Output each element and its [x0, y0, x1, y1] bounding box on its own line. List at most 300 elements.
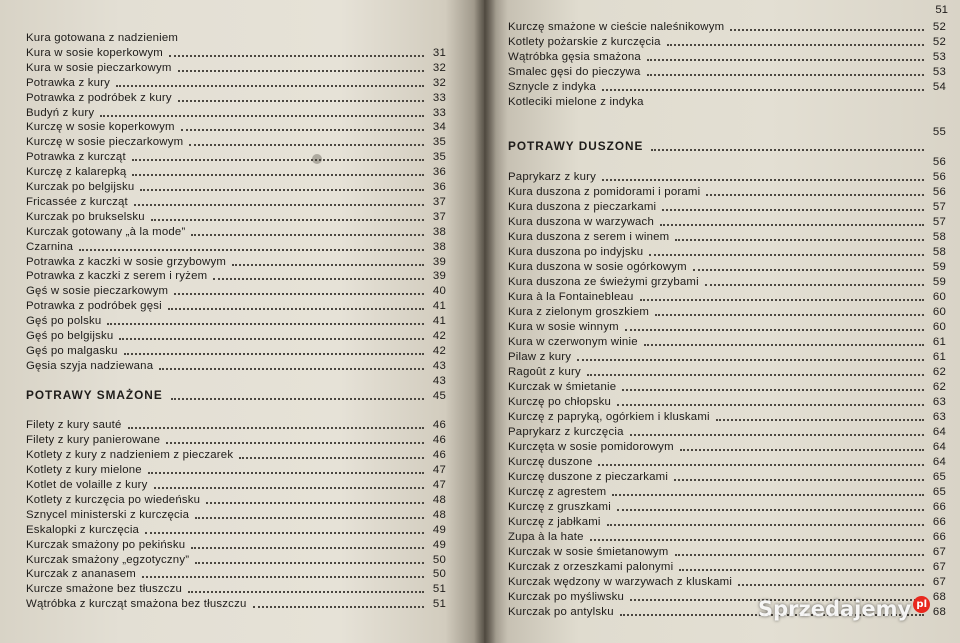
leader-dots — [647, 73, 925, 76]
toc-entry-title: Gęś po polsku — [26, 315, 102, 328]
toc-entry — [508, 93, 946, 108]
leader-dots — [148, 471, 424, 474]
toc-entry-page: 58 — [932, 246, 946, 258]
toc-entry — [508, 498, 946, 513]
toc-entry-page: 56 — [932, 171, 946, 183]
toc-entry — [508, 558, 946, 573]
toc-entry-title: Gęś po belgijsku — [26, 330, 114, 342]
toc-entry — [508, 288, 946, 303]
leader-dots — [119, 337, 424, 340]
toc-entry-title: Potrawka z kaczki z serem i ryżem — [26, 270, 208, 283]
leader-dots — [168, 307, 424, 310]
toc-entry-title: Kurczęta w sosie pomidorowym — [508, 441, 674, 453]
leader-dots — [625, 328, 924, 331]
toc-entry-title: Kura duszona po indyjsku — [508, 246, 644, 258]
toc-entry — [26, 551, 446, 566]
toc-entry — [508, 513, 946, 528]
toc-entry-page: 38 — [432, 225, 446, 238]
toc-entry-page: 41 — [432, 300, 446, 313]
toc-entry — [26, 506, 446, 521]
toc-entry-title: Kurczak po brukselsku — [26, 210, 145, 223]
toc-entry-page: 33 — [432, 91, 446, 104]
toc-entry-page: 48 — [432, 508, 446, 521]
toc-entry-title: Kurczę w sosie koperkowym — [26, 121, 175, 134]
toc-entry-page: 39 — [432, 270, 446, 283]
toc-entry-title: Kura z zielonym groszkiem — [508, 306, 650, 318]
page-number-top: 51 — [935, 4, 948, 16]
toc-entry — [26, 253, 446, 268]
toc-entry-title: Kotlety pożarskie z kurczęcia — [508, 36, 661, 48]
toc-entry — [508, 318, 946, 333]
toc-entry-title: POTRAWY SMAŻONE — [26, 387, 163, 402]
leader-dots — [693, 268, 924, 271]
toc-entry-page: 37 — [432, 210, 446, 223]
toc-entry-page: 68 — [932, 606, 946, 618]
toc-entry-title: Filety z kury sauté — [26, 419, 122, 432]
leader-dots — [145, 531, 424, 534]
toc-entry-title: Zupa à la hate — [508, 531, 584, 543]
toc-entry-page: 66 — [932, 516, 946, 528]
toc-entry-title: Gęś po malgasku — [26, 344, 118, 357]
toc-entry — [508, 258, 946, 273]
toc-entry-title: Czarnina — [26, 240, 74, 253]
toc-entry — [508, 573, 946, 588]
toc-entry-page: 57 — [932, 201, 946, 213]
toc-entry-page: 62 — [932, 381, 946, 393]
leader-dots — [680, 448, 924, 451]
toc-entry-page: 52 — [932, 21, 946, 33]
toc-entry — [26, 104, 446, 119]
toc-entry — [26, 148, 446, 163]
toc-entry — [26, 238, 446, 253]
toc-entry-title: Kurczak smażony „egzotyczny” — [26, 553, 190, 566]
toc-entry-page: 41 — [432, 315, 446, 328]
leader-dots — [649, 253, 924, 256]
leader-dots — [630, 433, 924, 436]
toc-entry-page: 43 — [432, 374, 446, 387]
toc-entry-title: Kura duszona ze świeżymi grzybami — [508, 276, 699, 288]
toc-entry-page: 60 — [932, 306, 946, 318]
toc-entry-page: 60 — [932, 321, 946, 333]
leader-dots — [188, 590, 424, 593]
leader-dots — [181, 128, 424, 131]
toc-entry — [508, 48, 946, 63]
toc-entry — [26, 312, 446, 327]
toc-entry-title: Budyń z kury — [26, 106, 95, 119]
toc-entry-page: 45 — [432, 389, 446, 402]
leader-dots — [716, 418, 924, 421]
leader-dots — [602, 178, 924, 181]
leader-dots — [159, 367, 424, 370]
toc-entry-title: Kurczę duszone z pieczarkami — [508, 471, 669, 483]
leader-dots — [651, 148, 924, 151]
toc-entry-page: 56 — [932, 186, 946, 198]
toc-entry-title: Kura w sosie koperkowym — [26, 46, 163, 59]
toc-entry — [508, 348, 946, 363]
leader-dots — [142, 575, 424, 578]
leader-dots — [662, 208, 924, 211]
toc-entry-title: Eskalopki z kurczęcia — [26, 523, 140, 536]
leader-dots — [667, 43, 924, 46]
toc-entry — [26, 491, 446, 506]
leader-dots — [116, 84, 424, 87]
toc-entry-title: Potrawka z podróbek gęsi — [26, 300, 162, 313]
leader-dots — [617, 403, 924, 406]
toc-entry-title: Kotlet de volaille z kury — [26, 479, 148, 491]
toc-entry-page: 33 — [432, 106, 446, 119]
toc-entry — [26, 565, 446, 580]
toc-entry-title: Wątróbka gęsia smażona — [508, 51, 641, 63]
toc-entry-page: 56 — [932, 156, 946, 168]
toc-entry-title: Kura à la Fontainebleau — [508, 291, 634, 303]
toc-entry-title: Fricassée z kurcząt — [26, 195, 128, 208]
toc-entry-title: Kura gotowana z nadzieniem — [26, 32, 179, 44]
leader-dots — [100, 114, 424, 117]
leader-dots — [602, 88, 924, 91]
toc-entry — [508, 393, 946, 408]
toc-entry-page: 61 — [932, 351, 946, 363]
toc-entry-title: Kura duszona z serem i winem — [508, 231, 670, 243]
toc-entry — [26, 59, 446, 74]
toc-entry-page: 49 — [432, 538, 446, 551]
toc-entry-title: Kurczę z kalarepką — [26, 166, 127, 179]
toc-entry — [26, 595, 446, 610]
toc-entry-title: Sznycle z indyka — [508, 81, 597, 93]
leader-dots — [132, 158, 424, 161]
toc-entry — [508, 408, 946, 423]
toc-entry-title: Kotlety z kury mielone — [26, 464, 142, 477]
toc-entry-page: 63 — [932, 396, 946, 408]
toc-entry — [508, 228, 946, 243]
toc-entry — [26, 193, 446, 208]
toc-entry-title: Kura w sosie pieczarkowym — [26, 61, 172, 74]
toc-entry-page: 64 — [932, 441, 946, 453]
leader-dots — [189, 143, 424, 146]
watermark-badge: pl — [913, 596, 930, 613]
toc-entry-page: 51 — [432, 598, 446, 611]
toc-entry-page: 48 — [432, 493, 446, 506]
toc-entry-title: Kurczę z papryką, ogórkiem i kluskami — [508, 411, 710, 423]
toc-entry-page: 64 — [932, 426, 946, 438]
toc-entry — [508, 78, 946, 93]
toc-entry-title: Gęsia szyja nadziewana — [26, 359, 154, 372]
toc-spacer — [508, 123, 946, 138]
toc-entry-title: Kotleciki mielone z indyka — [508, 96, 644, 108]
toc-entry-page: 47 — [432, 479, 446, 491]
leader-dots — [151, 218, 424, 221]
toc-entry — [508, 273, 946, 288]
toc-entry-title: Kurczak po antylsku — [508, 606, 614, 618]
toc-entry — [26, 327, 446, 342]
leader-dots — [174, 292, 424, 295]
toc-entry — [508, 528, 946, 543]
toc-entry — [26, 536, 446, 551]
toc-entry-page: 39 — [432, 255, 446, 268]
toc-entry — [508, 18, 946, 33]
toc-entry-title: Kurczę z agrestem — [508, 486, 607, 498]
leader-dots — [622, 388, 924, 391]
leader-dots — [730, 28, 924, 31]
leader-dots — [171, 397, 424, 400]
leader-dots — [705, 283, 924, 286]
leader-dots — [675, 238, 924, 241]
toc-entry — [26, 282, 446, 297]
toc-entry — [508, 438, 946, 453]
toc-entry-page: 59 — [932, 261, 946, 273]
toc-spacer — [26, 372, 446, 387]
toc-entry — [508, 198, 946, 213]
leader-dots — [655, 313, 924, 316]
toc-entry — [26, 29, 446, 44]
toc-entry — [508, 303, 946, 318]
toc-entry — [508, 453, 946, 468]
toc-entry-title: Kura w sosie winnym — [508, 321, 619, 333]
toc-entry — [508, 378, 946, 393]
leader-dots — [577, 358, 924, 361]
toc-entry — [508, 168, 946, 183]
leader-dots — [213, 277, 424, 280]
toc-entry-page: 50 — [432, 568, 446, 581]
right-page — [484, 0, 960, 643]
toc-entry-page: 59 — [932, 276, 946, 288]
toc-entry — [508, 333, 946, 348]
toc-spacer — [26, 402, 446, 417]
toc-entry-title: Kurczę smażone w cieście naleśnikowym — [508, 21, 725, 33]
leader-dots — [607, 523, 924, 526]
toc-entry-title: Gęś w sosie pieczarkowym — [26, 285, 169, 298]
leader-dots — [679, 568, 924, 571]
leader-dots — [598, 463, 924, 466]
toc-entry-page: 57 — [932, 216, 946, 228]
toc-entry-title: Kura w czerwonym winie — [508, 336, 638, 348]
toc-entry — [26, 416, 446, 431]
toc-entry — [26, 118, 446, 133]
toc-entry-page: 53 — [932, 66, 946, 78]
toc-entry-title: Pilaw z kury — [508, 351, 572, 363]
leader-dots — [660, 223, 924, 226]
leader-dots — [675, 553, 925, 556]
toc-entry-title: Kura duszona w warzywach — [508, 216, 654, 228]
toc-entry — [508, 243, 946, 258]
toc-entry-page: 50 — [432, 553, 446, 566]
toc-entry-page: 38 — [432, 240, 446, 253]
leader-dots — [140, 188, 424, 191]
toc-entry-page: 42 — [432, 330, 446, 342]
toc-entry — [26, 342, 446, 357]
toc-entry-title: Kura duszona z pomidorami i porami — [508, 186, 701, 198]
toc-entry — [26, 163, 446, 178]
leader-dots — [124, 352, 424, 355]
toc-entry-title: Kotlety z kury z nadzieniem z pieczarek — [26, 449, 234, 462]
toc-entry-page: 35 — [432, 151, 446, 164]
toc-entry-page: 58 — [932, 231, 946, 243]
leader-dots — [590, 538, 924, 541]
toc-entry-title: Paprykarz z kurczęcia — [508, 426, 624, 438]
toc-entry-page: 36 — [432, 181, 446, 193]
toc-entry — [26, 297, 446, 312]
toc-entry-page: 54 — [932, 81, 946, 93]
leader-dots — [178, 69, 424, 72]
toc-entry-page: 63 — [932, 411, 946, 423]
leader-dots — [79, 248, 424, 251]
toc-entry — [26, 461, 446, 476]
toc-entry-page: 51 — [432, 583, 446, 596]
leader-dots — [232, 263, 424, 266]
toc-entry — [26, 89, 446, 104]
toc-entry — [26, 267, 446, 282]
leader-dots — [195, 516, 424, 519]
toc-entry-title: Kurczak w śmietanie — [508, 381, 617, 393]
leader-dots — [134, 203, 424, 206]
toc-entry — [26, 357, 446, 372]
section-heading — [508, 138, 946, 153]
toc-entry-page: 31 — [432, 46, 446, 59]
toc-spacer — [508, 108, 946, 123]
toc-entry-title: POTRAWY DUSZONE — [508, 139, 644, 153]
toc-entry-title: Potrawka z kurcząt — [26, 151, 126, 164]
leader-dots — [166, 441, 424, 444]
toc-entry — [508, 33, 946, 48]
toc-entry-page: 34 — [432, 121, 446, 134]
toc-entry-title: Kurczak po myśliwsku — [508, 591, 625, 603]
toc-entry-page: 42 — [432, 344, 446, 357]
toc-entry — [508, 483, 946, 498]
toc-entry-title: Kurczę po chłopsku — [508, 396, 612, 408]
toc-entry-page: 67 — [932, 546, 946, 558]
toc-entry-title: Filety z kury panierowane — [26, 434, 161, 447]
toc-entry-title: Kurczę w sosie pieczarkowym — [26, 136, 184, 149]
toc-entry-page: 60 — [932, 291, 946, 303]
toc-entry-title: Potrawka z kury — [26, 76, 111, 89]
toc-entry-page: 46 — [432, 449, 446, 462]
leader-dots — [195, 561, 424, 564]
toc-entry — [26, 74, 446, 89]
toc-entry — [26, 446, 446, 461]
toc-entry-title: Sznycel ministerski z kurczęcia — [26, 508, 190, 521]
toc-entry-title: Smalec gęsi do pieczywa — [508, 66, 641, 78]
book-gutter — [474, 0, 496, 643]
toc-entry-title: Kurcze smażone bez tłuszczu — [26, 583, 183, 596]
leader-dots — [132, 173, 424, 176]
leader-dots — [191, 546, 424, 549]
section-heading — [26, 387, 446, 402]
toc-entry-title: Potrawka z podróbek z kury — [26, 91, 172, 104]
toc-entry-page: 35 — [432, 136, 446, 149]
toc-entry — [508, 363, 946, 378]
toc-entry-page: 46 — [432, 434, 446, 447]
leader-dots — [191, 233, 424, 236]
toc-entry-page: 49 — [432, 523, 446, 536]
toc-entry-page: 53 — [932, 51, 946, 63]
toc-entry-title: Kurczę duszone — [508, 456, 593, 468]
toc-entry — [508, 183, 946, 198]
toc-entry-page: 66 — [932, 531, 946, 543]
toc-entry-title: Wątróbka z kurcząt smażona bez tłuszczu — [26, 598, 247, 611]
toc-entry — [26, 580, 446, 595]
toc-entry-page: 62 — [932, 366, 946, 378]
leader-dots — [738, 583, 924, 586]
toc-entry-page: 55 — [932, 126, 946, 138]
toc-entry-page: 46 — [432, 419, 446, 432]
toc-entry — [26, 476, 446, 491]
toc-entry-title: Kurczak z orzeszkami palonymi — [508, 561, 674, 573]
toc-entry — [508, 423, 946, 438]
leader-dots — [178, 99, 424, 102]
leader-dots — [706, 193, 924, 196]
toc-entry-page: 36 — [432, 166, 446, 179]
toc-entry — [508, 468, 946, 483]
toc-entry — [26, 431, 446, 446]
toc-entry — [508, 63, 946, 78]
watermark-logo — [758, 590, 930, 628]
leader-dots — [674, 478, 924, 481]
toc-entry-page: 67 — [932, 561, 946, 573]
toc-entry-page: 65 — [932, 486, 946, 498]
toc-entry-title: Kurczak po belgijsku — [26, 181, 135, 193]
toc-entry-title: Kurczak gotowany „à la mode” — [26, 225, 186, 238]
leader-dots — [587, 373, 924, 376]
leader-dots — [169, 54, 424, 57]
toc-entry-page: 61 — [932, 336, 946, 348]
toc-entry-title: Kurczak wędzony w warzywach z kluskami — [508, 576, 733, 588]
toc-entry-page: 67 — [932, 576, 946, 588]
toc-entry — [508, 213, 946, 228]
leader-dots — [647, 58, 924, 61]
toc-entry-page: 64 — [932, 456, 946, 468]
toc-spacer — [508, 153, 946, 168]
toc-entry-page: 40 — [432, 285, 446, 298]
leader-dots — [154, 486, 425, 489]
leader-dots — [617, 508, 924, 511]
paper-smudge — [312, 154, 322, 164]
toc-entry — [508, 543, 946, 558]
leader-dots — [107, 322, 424, 325]
leader-dots — [612, 493, 924, 496]
toc-entry — [26, 208, 446, 223]
toc-entry-page: 68 — [932, 591, 946, 603]
toc-entry-title: Kurczę z jabłkami — [508, 516, 601, 528]
toc-entry-title: Kura duszona z pieczarkami — [508, 201, 657, 213]
toc-entry-title: Kurczak z ananasem — [26, 568, 136, 581]
toc-entry-title: Ragoût z kury — [508, 366, 581, 378]
toc-entry-page: 37 — [432, 195, 446, 208]
toc-entry — [26, 133, 446, 148]
toc-entry-title: Potrawka z kaczki w sosie grzybowym — [26, 255, 227, 268]
toc-entry-page: 32 — [432, 61, 446, 74]
leader-dots — [640, 298, 924, 301]
toc-entry — [26, 223, 446, 238]
toc-entry-title: Paprykarz z kury — [508, 171, 597, 183]
toc-entry-page: 47 — [432, 464, 446, 477]
leader-dots — [206, 501, 424, 504]
toc-entry-page: 52 — [932, 36, 946, 48]
toc-entry-title: Kurczak smażony po pekińsku — [26, 538, 186, 551]
toc-entry-title: Kurczak w sosie śmietanowym — [508, 546, 669, 558]
leader-dots — [644, 343, 924, 346]
toc-entry — [26, 178, 446, 193]
watermark-text: Sprzedajemy — [758, 597, 912, 621]
leader-dots — [128, 426, 424, 429]
leader-dots — [253, 605, 424, 608]
toc-entry-page: 32 — [432, 76, 446, 89]
toc-entry — [26, 44, 446, 59]
toc-entry-title: Kura duszona w sosie ogórkowym — [508, 261, 687, 273]
leader-dots — [239, 456, 424, 459]
toc-entry-title: Kurczę z gruszkami — [508, 501, 611, 513]
toc-entry-page: 43 — [432, 359, 446, 372]
toc-entry-page: 66 — [932, 501, 946, 513]
toc-entry — [26, 521, 446, 536]
